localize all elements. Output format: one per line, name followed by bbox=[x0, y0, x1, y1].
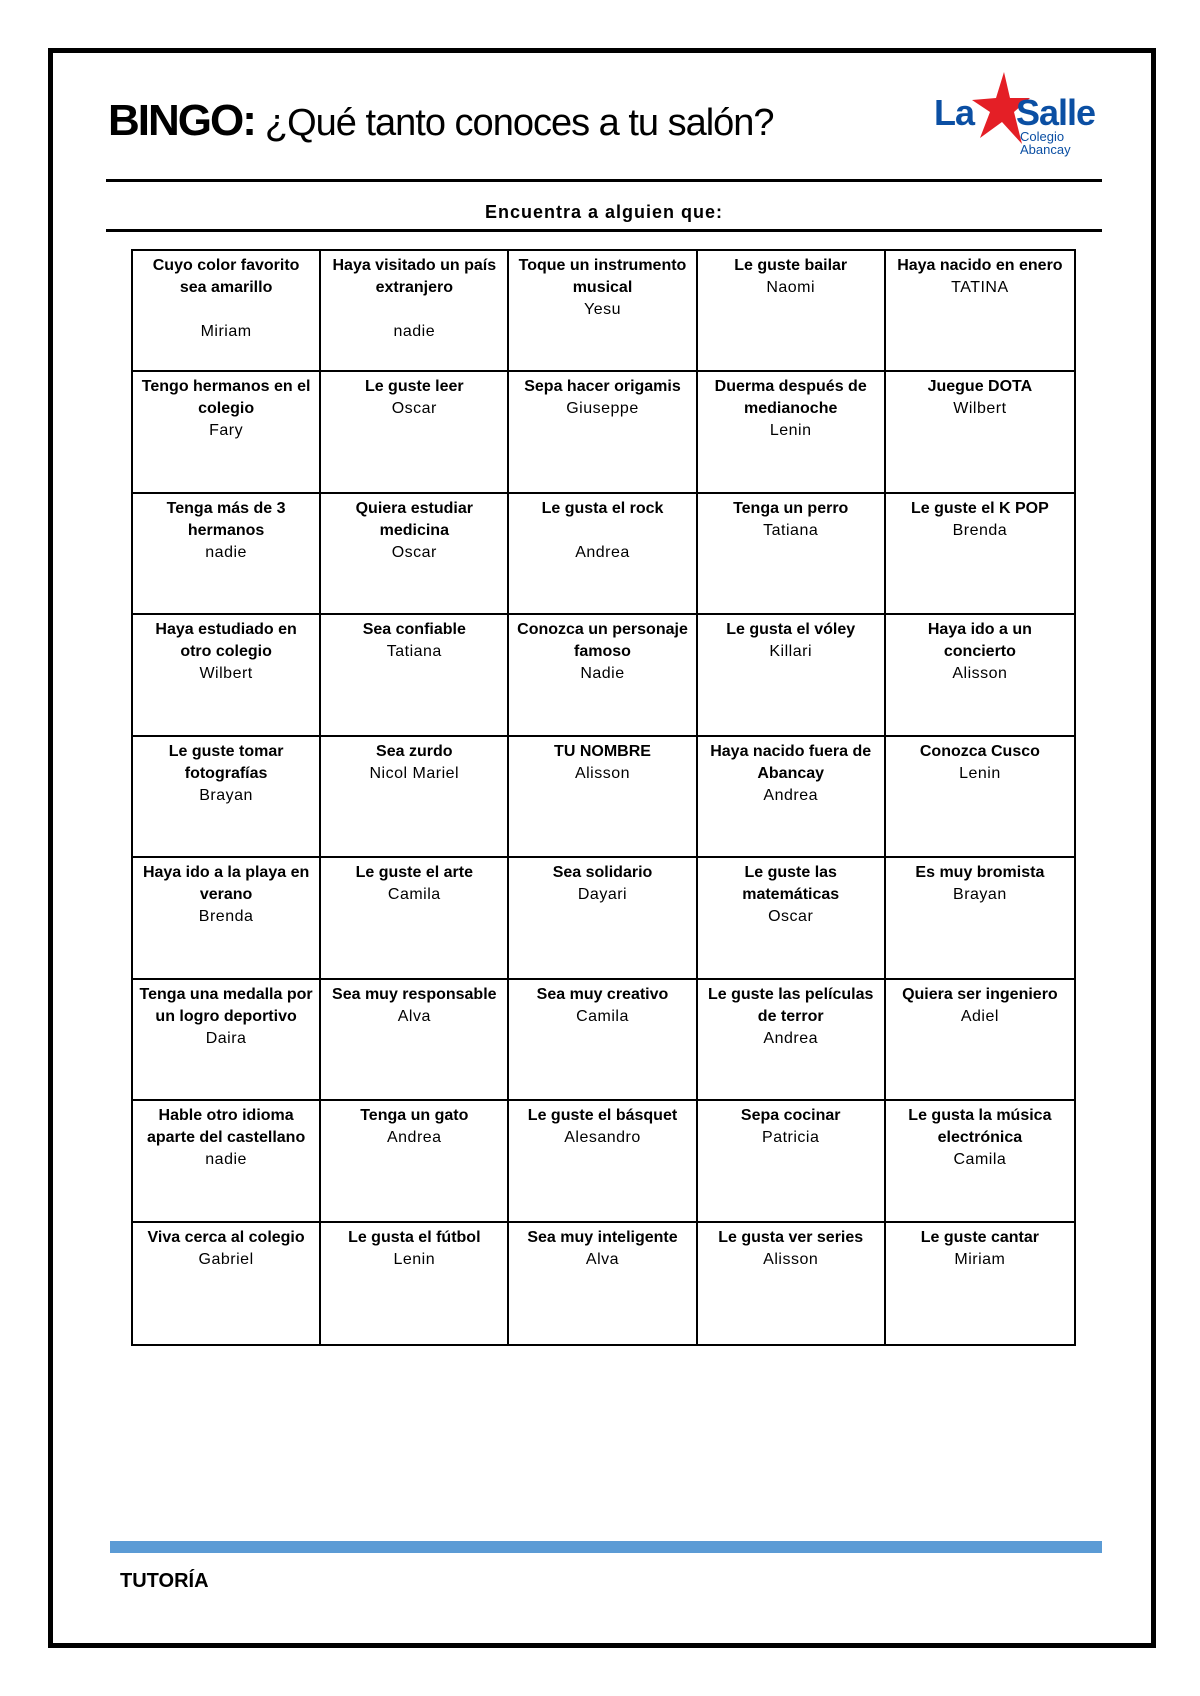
cell-prompt: Juegue DOTA bbox=[927, 378, 1033, 396]
cell-prompt: Hable otro idioma aparte del castellano bbox=[146, 1107, 306, 1147]
cell-prompt: Toque un instrumento musical bbox=[518, 257, 687, 296]
cell-answer: Yesu bbox=[583, 301, 621, 318]
bingo-cell bbox=[133, 858, 321, 979]
bingo-cell bbox=[509, 372, 697, 493]
bingo-cell bbox=[886, 494, 1074, 615]
la-salle-logo bbox=[934, 72, 1104, 160]
cell-answer: Dayari bbox=[577, 886, 628, 904]
bingo-cell bbox=[509, 980, 697, 1101]
cell-answer: nadie bbox=[393, 323, 436, 340]
cell-answer: Miriam bbox=[200, 323, 252, 340]
cell-prompt: Sea muy inteligente bbox=[527, 1228, 678, 1246]
bingo-cell bbox=[321, 1101, 509, 1222]
bingo-cell bbox=[133, 372, 321, 493]
logo-line-abancay: Abancay bbox=[1020, 142, 1071, 157]
cell-prompt: Le gusta el fútbol bbox=[348, 1228, 481, 1246]
cell-answer: Camila bbox=[953, 1151, 1007, 1169]
cell-prompt: Le gusta ver series bbox=[718, 1228, 864, 1246]
cell-prompt: Duerma después de medianoche bbox=[714, 378, 867, 418]
cell-prompt: Sea muy creativo bbox=[536, 985, 669, 1003]
cell-answer: Oscar bbox=[391, 400, 437, 418]
cell-answer: Lenin bbox=[393, 1250, 436, 1268]
cell-answer: Alisson bbox=[952, 665, 1008, 683]
cell-answer: TATINA bbox=[951, 279, 1009, 296]
cell-answer: Adiel bbox=[960, 1007, 999, 1025]
cell-answer: Gabriel bbox=[198, 1250, 254, 1268]
bingo-cell bbox=[133, 494, 321, 615]
cell-prompt: Sea solidario bbox=[552, 864, 653, 882]
cell-answer: Tatiana bbox=[386, 643, 442, 661]
bingo-cell bbox=[321, 980, 509, 1101]
cell-answer: Camila bbox=[387, 886, 441, 904]
cell-answer: Fary bbox=[209, 422, 244, 440]
logo-line-colegio: Colegio bbox=[1020, 129, 1065, 144]
cell-answer: Brayan bbox=[199, 786, 253, 804]
bingo-cell bbox=[133, 1101, 321, 1222]
subtitle: Encuentra a alguien que: bbox=[484, 202, 724, 222]
bingo-cell bbox=[509, 1223, 697, 1344]
logo-text-la: La bbox=[934, 92, 975, 133]
bingo-cell bbox=[698, 615, 886, 736]
bingo-cell bbox=[698, 737, 886, 858]
cell-prompt: Viva cerca al colegio bbox=[147, 1228, 305, 1246]
cell-prompt: Le guste tomar fotografías bbox=[168, 742, 284, 782]
cell-prompt: Haya ido a un concierto bbox=[927, 621, 1032, 661]
cell-prompt: Tengo hermanos en el colegio bbox=[141, 378, 311, 418]
bingo-cell bbox=[321, 251, 509, 372]
cell-answer: Lenin bbox=[769, 422, 812, 440]
cell-answer: nadie bbox=[205, 1151, 247, 1169]
cell-prompt: Sea zurdo bbox=[376, 742, 453, 760]
cell-prompt: Le guste las matemáticas bbox=[742, 864, 840, 904]
bingo-cell bbox=[886, 615, 1074, 736]
cell-prompt: Haya visitado un país extranjero bbox=[332, 257, 497, 296]
bingo-cell bbox=[886, 737, 1074, 858]
bingo-cell bbox=[321, 737, 509, 858]
bingo-cell bbox=[509, 737, 697, 858]
bingo-cell bbox=[698, 1101, 886, 1222]
cell-prompt: TU NOMBRE bbox=[554, 742, 651, 760]
cell-prompt: Sea muy responsable bbox=[332, 985, 497, 1003]
cell-answer: Wilbert bbox=[199, 665, 253, 683]
cell-answer: Killari bbox=[769, 643, 812, 661]
cell-answer: Wilbert bbox=[953, 400, 1007, 418]
cell-prompt: Sepa cocinar bbox=[740, 1107, 841, 1125]
header-rule-top bbox=[106, 179, 1102, 182]
cell-answer: Tatiana bbox=[763, 521, 819, 539]
cell-answer: Nadie bbox=[580, 665, 625, 683]
bingo-cell bbox=[321, 858, 509, 979]
cell-prompt: Haya nacido en enero bbox=[897, 257, 1063, 274]
bingo-cell bbox=[509, 251, 697, 372]
bingo-grid bbox=[131, 249, 1076, 1346]
bingo-cell bbox=[698, 251, 886, 372]
cell-answer: Daira bbox=[205, 1029, 247, 1047]
bingo-cell bbox=[321, 615, 509, 736]
bingo-cell bbox=[698, 980, 886, 1101]
title-question: ¿Qué tanto conoces a tu salón? bbox=[264, 102, 774, 144]
cell-prompt: Le gusta la música electrónica bbox=[908, 1107, 1052, 1147]
bingo-cell bbox=[321, 494, 509, 615]
bingo-cell bbox=[133, 615, 321, 736]
cell-answer: Naomi bbox=[766, 279, 816, 296]
cell-prompt: Tenga un perro bbox=[733, 499, 849, 517]
cell-answer: Alesandro bbox=[564, 1129, 641, 1147]
cell-prompt: Le guste las películas de terror bbox=[707, 985, 874, 1025]
bingo-cell bbox=[133, 737, 321, 858]
cell-answer: Andrea bbox=[386, 1129, 442, 1147]
footer-bar bbox=[110, 1541, 1102, 1553]
cell-prompt: Le guste el arte bbox=[355, 864, 473, 882]
cell-answer: Miriam bbox=[954, 1250, 1006, 1268]
cell-prompt: Sea confiable bbox=[362, 621, 466, 639]
cell-prompt: Conozca Cusco bbox=[919, 742, 1040, 760]
cell-prompt: Le guste el básquet bbox=[527, 1107, 678, 1125]
cell-prompt: Es muy bromista bbox=[915, 864, 1045, 882]
bingo-cell bbox=[509, 494, 697, 615]
cell-answer: Lenin bbox=[959, 764, 1001, 782]
cell-answer: nadie bbox=[205, 543, 247, 561]
bingo-cell bbox=[509, 1101, 697, 1222]
cell-answer: Andrea bbox=[763, 1029, 818, 1047]
cell-answer: Alisson bbox=[574, 764, 631, 782]
cell-answer: Brenda bbox=[952, 521, 1008, 539]
cell-prompt: Tenga un gato bbox=[360, 1107, 469, 1125]
cell-answer: Brenda bbox=[198, 908, 254, 926]
page-title bbox=[108, 96, 774, 152]
bingo-cell bbox=[698, 494, 886, 615]
logo-subtext bbox=[1020, 130, 1071, 156]
bingo-cell bbox=[886, 858, 1074, 979]
bingo-cell bbox=[133, 1223, 321, 1344]
cell-prompt: Le guste leer bbox=[364, 378, 464, 396]
header-rule-bottom bbox=[106, 229, 1102, 232]
cell-answer: Nicol Mariel bbox=[369, 764, 460, 782]
bingo-cell bbox=[886, 1101, 1074, 1222]
cell-prompt: Quiera estudiar medicina bbox=[355, 499, 473, 539]
cell-prompt: Conozca un personaje famoso bbox=[517, 621, 688, 661]
bingo-cell bbox=[698, 1223, 886, 1344]
bingo-cell bbox=[886, 372, 1074, 493]
cell-answer: Patricia bbox=[762, 1129, 820, 1147]
cell-answer: Andrea bbox=[575, 543, 630, 561]
bingo-cell bbox=[886, 980, 1074, 1101]
cell-prompt: Le guste bailar bbox=[734, 257, 848, 274]
bingo-cell bbox=[698, 372, 886, 493]
cell-answer: Alisson bbox=[763, 1250, 819, 1268]
bingo-cell bbox=[509, 858, 697, 979]
title-bingo: BINGO: bbox=[108, 96, 255, 145]
footer-label: TUTORÍA bbox=[120, 1570, 209, 1592]
bingo-cell bbox=[133, 980, 321, 1101]
cell-prompt: Le guste el K POP bbox=[910, 499, 1049, 517]
bingo-cell bbox=[886, 1223, 1074, 1344]
bingo-cell bbox=[133, 251, 321, 372]
cell-answer: Camila bbox=[576, 1007, 629, 1025]
cell-prompt: Tenga una medalla por un logro deportivo bbox=[139, 985, 313, 1025]
cell-prompt: Cuyo color favorito sea amarillo bbox=[152, 257, 300, 296]
cell-prompt: Le guste cantar bbox=[920, 1228, 1040, 1246]
cell-prompt: Haya nacido fuera de Abancay bbox=[710, 742, 872, 782]
cell-prompt: Haya ido a la playa en verano bbox=[142, 864, 310, 904]
bingo-cell bbox=[509, 615, 697, 736]
cell-answer: Andrea bbox=[763, 786, 818, 804]
cell-prompt: Quiera ser ingeniero bbox=[902, 985, 1058, 1003]
bingo-cell bbox=[886, 251, 1074, 372]
cell-answer: Brayan bbox=[953, 886, 1007, 904]
cell-prompt: Le gusta el vóley bbox=[726, 621, 856, 639]
cell-prompt: Le gusta el rock bbox=[541, 499, 664, 517]
cell-answer: Alva bbox=[585, 1250, 620, 1268]
bingo-cell bbox=[321, 372, 509, 493]
cell-answer: Oscar bbox=[768, 908, 814, 926]
cell-prompt: Tenga más de 3 hermanos bbox=[166, 499, 286, 539]
cell-prompt: Sepa hacer origamis bbox=[524, 378, 681, 396]
cell-answer: Alva bbox=[397, 1007, 431, 1025]
cell-answer: Giuseppe bbox=[566, 400, 639, 418]
cell-prompt: Haya estudiado en otro colegio bbox=[155, 621, 297, 661]
cell-answer: Oscar bbox=[391, 543, 437, 561]
bingo-cell bbox=[321, 1223, 509, 1344]
logo-text-salle: Salle bbox=[1016, 92, 1096, 133]
bingo-cell bbox=[698, 858, 886, 979]
